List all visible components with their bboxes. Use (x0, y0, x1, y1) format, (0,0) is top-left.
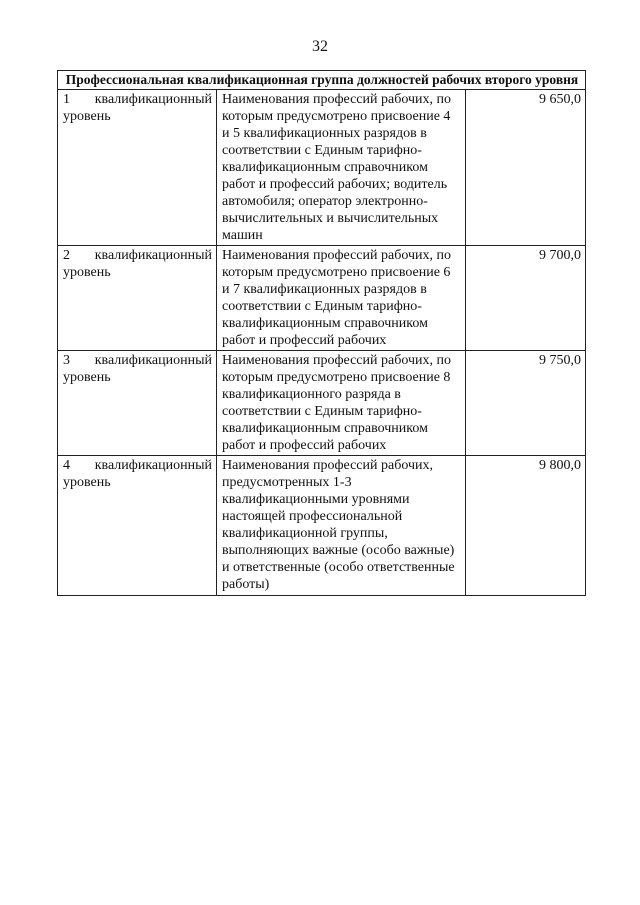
level-label: квалификационный (94, 458, 212, 473)
level-label: квалификационный (94, 248, 212, 263)
level-label: квалификационный (94, 92, 212, 107)
description-cell: Наименования профессий рабочих, по которым предусмотрено присвоение 4 и 5 квалификационных разрядов в соответствии с Единым тарифно-квалификационным справочником работ и профессий рабочих; водитель автомобиля; оператор электронно-вычислительных и вычислительных машин (217, 90, 466, 246)
level-number: 2 (63, 248, 70, 263)
level-label-line2: уровень (63, 265, 111, 280)
level-cell (58, 246, 217, 351)
salary-cell: 9 800,0 (466, 456, 586, 596)
description-cell: Наименования профессий рабочих, по которым предусмотрено присвоение 8 квалификационного разряда в соответствии с Единым тарифно-квалификационным справочником работ и профессий рабочих (217, 351, 466, 456)
table-row (58, 246, 586, 351)
level-cell (58, 456, 217, 596)
table-header: Профессиональная квалификационная группа должностей рабочих второго уровня (58, 71, 586, 90)
table-header-row (58, 71, 586, 90)
level-label: квалификационный (94, 353, 212, 368)
level-label-line2: уровень (63, 475, 111, 490)
level-number: 3 (63, 353, 70, 368)
level-cell (58, 90, 217, 246)
salary-cell: 9 750,0 (466, 351, 586, 456)
level-label-line2: уровень (63, 109, 111, 124)
qualification-table (57, 70, 586, 596)
page-number: 32 (312, 38, 328, 55)
level-number: 1 (63, 92, 70, 107)
table-row (58, 351, 586, 456)
level-label-line2: уровень (63, 370, 111, 385)
table-row (58, 456, 586, 596)
level-cell (58, 351, 217, 456)
description-cell: Наименования профессий рабочих, по которым предусмотрено присвоение 6 и 7 квалификационных разрядов в соответствии с Единым тарифно-квалификационным справочником работ и профессий рабочих (217, 246, 466, 351)
description-cell: Наименования профессий рабочих, предусмотренных 1-3 квалификационными уровнями настоящей профессиональной квалификационной группы, выполняющих важные (особо важные) и ответственные (особо ответственные работы) (217, 456, 466, 596)
level-number: 4 (63, 458, 70, 473)
salary-cell: 9 700,0 (466, 246, 586, 351)
table-row (58, 90, 586, 246)
salary-cell: 9 650,0 (466, 90, 586, 246)
